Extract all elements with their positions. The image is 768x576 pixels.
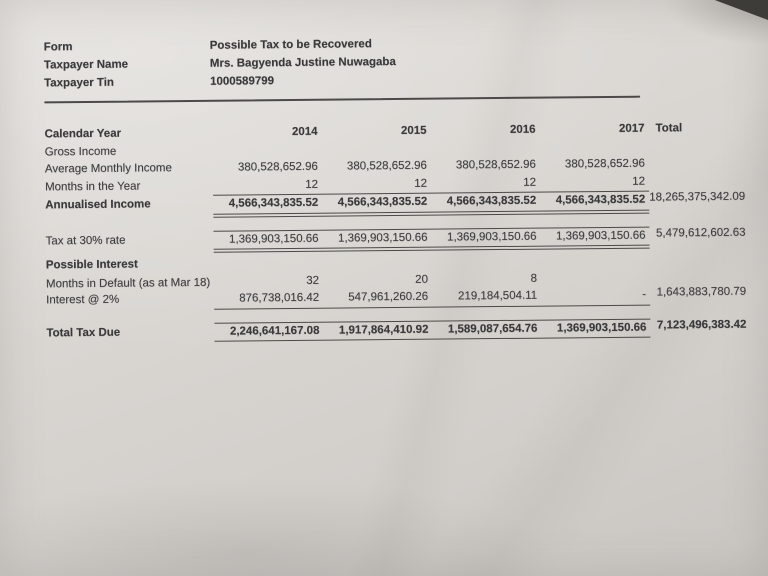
row-label: Annualised Income <box>45 198 151 212</box>
cell-value <box>541 263 650 264</box>
cell-value: 12 <box>632 175 646 188</box>
row-label: Total Tax Due <box>46 326 121 339</box>
cell-value <box>322 151 431 152</box>
row-label: Tax at 30% rate <box>45 234 126 247</box>
cell-value: 1,369,903,150.66 <box>446 230 537 244</box>
row-label: Months in the Year <box>44 179 141 193</box>
taxpayer-tin-value: 1000589799 <box>209 75 275 88</box>
taxpayer-name-value: Mrs. Bagyenda Justine Nuwagaba <box>209 56 396 70</box>
cell-total <box>650 260 746 261</box>
cell-value <box>432 264 541 265</box>
cell-total: 7,123,496,383.42 <box>656 318 747 332</box>
cell-value: 12 <box>523 176 537 189</box>
cell-value <box>323 265 432 266</box>
cell-value: 4,566,343,835.52 <box>446 194 537 208</box>
cell-value: 20 <box>415 273 429 286</box>
cell-value: 876,738,016.42 <box>239 291 320 305</box>
cell-value: 8 <box>530 272 537 285</box>
table-row-total-tax-due <box>46 317 746 343</box>
cell-value: 1,369,903,150.66 <box>337 231 428 245</box>
header-divider <box>44 96 640 104</box>
cell-value: 1,589,087,654.76 <box>447 322 538 336</box>
cell-value <box>540 149 649 150</box>
cell-value: 1,917,864,410.92 <box>338 323 429 337</box>
row-label: Interest @ 2% <box>46 293 120 307</box>
cell-value: - <box>642 288 647 301</box>
cell-total: 1,643,883,780.79 <box>656 285 747 299</box>
cell-value: 1,369,903,150.66 <box>555 229 646 242</box>
document-header <box>44 32 744 93</box>
row-label: Average Monthly Income <box>44 162 172 176</box>
cell-value: 4,566,343,835.52 <box>337 195 428 209</box>
cell-value <box>541 269 650 288</box>
column-header-2017: 2017 <box>618 122 645 135</box>
cell-value: 32 <box>306 274 320 287</box>
cell-value: 1,369,903,150.66 <box>556 321 647 334</box>
cell-value: 380,528,652.96 <box>455 158 536 172</box>
form-label: Form <box>43 41 73 54</box>
photo-background-corner <box>696 0 768 20</box>
cell-value <box>431 150 540 151</box>
cell-value <box>213 152 322 153</box>
cell-total <box>649 164 745 165</box>
tax-recovery-document <box>44 32 747 344</box>
cell-value: 380,528,652.96 <box>564 157 645 171</box>
cell-value: 547,961,260.26 <box>348 290 429 304</box>
tax-table <box>44 120 746 344</box>
form-value: Possible Tax to be Recovered <box>209 38 372 52</box>
row-label: Gross Income <box>44 145 117 158</box>
column-header-2016: 2016 <box>509 123 536 136</box>
cell-value <box>214 266 323 267</box>
cell-value: 12 <box>414 177 428 190</box>
row-label: Possible Interest <box>45 258 138 272</box>
column-header-total: Total <box>655 122 683 135</box>
cell-value: 380,528,652.96 <box>237 160 318 174</box>
taxpayer-tin-label: Taxpayer Tin <box>43 76 114 90</box>
cell-value: 2,246,641,167.08 <box>229 324 320 338</box>
cell-total: 5,479,612,602.63 <box>655 226 746 240</box>
column-header-calendar-year: Calendar Year <box>44 127 122 141</box>
cell-value: 4,566,343,835.52 <box>228 196 319 210</box>
table-row-tax-30-rate <box>45 225 745 254</box>
cell-total: 18,265,375,342.09 <box>649 190 746 204</box>
taxpayer-name-label: Taxpayer Name <box>43 58 129 72</box>
cell-value: 1,369,903,150.66 <box>228 232 319 246</box>
row-label: Months in Default (as at Mar 18) <box>45 276 211 291</box>
cell-value: 12 <box>305 178 319 191</box>
cell-total <box>649 146 745 147</box>
cell-value: 219,184,504.11 <box>457 289 538 303</box>
cell-total <box>649 181 745 182</box>
column-header-2015: 2015 <box>400 124 427 137</box>
column-header-2014: 2014 <box>291 125 318 139</box>
cell-value: 4,566,343,835.52 <box>555 193 646 207</box>
cell-value: 380,528,652.96 <box>346 159 427 173</box>
